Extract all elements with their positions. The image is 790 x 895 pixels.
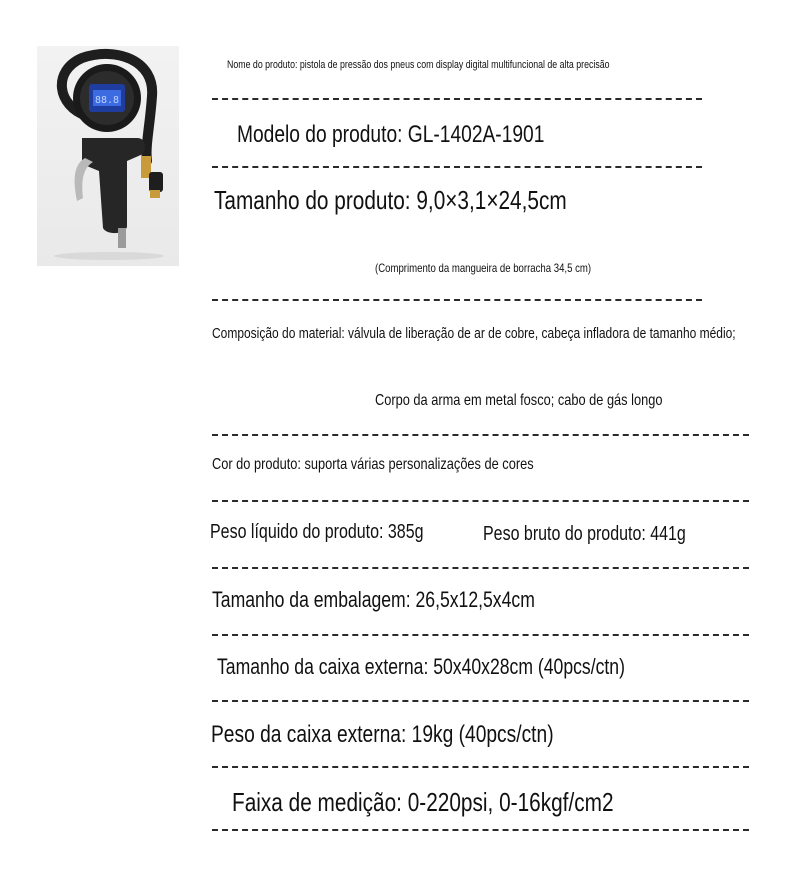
model-text: Modelo do produto: GL-1402A-1901 [237,121,545,148]
carton-size-text: Tamanho da caixa externa: 50x40x28cm (40pcs/ctn) [217,654,625,679]
carton-weight-text: Peso da caixa externa: 19kg (40pcs/ctn) [211,721,554,748]
divider [212,567,749,569]
tire-inflator-gauge-gun-icon [37,46,179,266]
divider [212,98,702,100]
divider [212,166,702,168]
material-text: Composição do material: válvula de liberação de ar de cobre, cabeça infladora de tamanho médio; [212,325,736,342]
net-weight-text: Peso líquido do produto: 385g [210,521,424,543]
hose-length-text: (Comprimento da mangueira de borracha 34,5 cm) [375,261,592,275]
gross-weight-text: Peso bruto do produto: 441g [483,523,686,545]
svg-text:88.8: 88.8 [94,95,120,106]
product-size-text: Tamanho do produto: 9,0×3,1×24,5cm [214,185,567,215]
divider [212,299,702,301]
divider [212,829,749,831]
product-name-text: Nome do produto: pistola de pressão dos pneus com display digital multifuncional de alta precisão [227,59,610,71]
divider [212,434,749,436]
material-text-continued: Corpo da arma em metal fosco; cabo de gás longo [375,392,663,409]
divider [212,500,749,502]
color-text: Cor do produto: suporta várias personalizações de cores [212,456,534,473]
product-photo [37,46,179,266]
package-size-text: Tamanho da embalagem: 26,5x12,5x4cm [212,587,535,612]
divider [212,700,749,702]
divider [212,766,749,768]
divider [212,634,749,636]
measurement-range-text: Faixa de medição: 0-220psi, 0-16kgf/cm2 [232,787,614,817]
